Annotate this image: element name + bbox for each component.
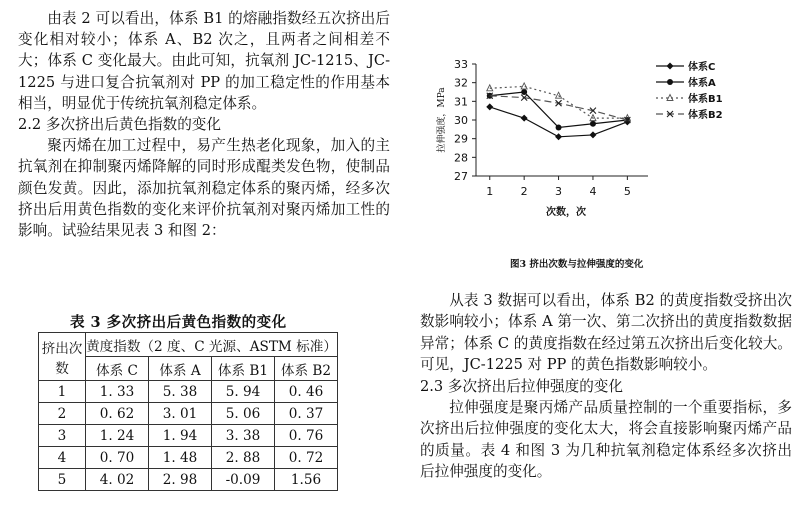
series-line bbox=[490, 96, 628, 120]
paragraph-yellow-index: 聚丙烯在加工过程中，易产生热老化现象，加入的主抗氧剂在抑制聚丙烯降解的同时形成醌类发色物，使制品颜色发黄。因此，添加抗氧剂稳定体系的聚丙烯，经多次挤出后用黄色指数的变化来评价抗氧剂对聚丙烯加工性的影响。试验结果见表 3 和图 2： bbox=[18, 137, 390, 240]
data-point bbox=[590, 121, 596, 127]
value-cell: 1.56 bbox=[275, 469, 338, 491]
column-header: 体系 B2 bbox=[275, 357, 338, 381]
right-column bbox=[420, 290, 792, 483]
data-point bbox=[589, 131, 596, 138]
x-tick-label: 2 bbox=[520, 185, 528, 198]
value-cell: 2. 88 bbox=[212, 447, 275, 469]
value-cell: 5. 38 bbox=[149, 381, 212, 403]
value-cell: 0. 72 bbox=[275, 447, 338, 469]
value-cell: 0. 62 bbox=[86, 403, 149, 425]
section-heading-2-3: 2.3 多次挤出后拉伸强度的变化 bbox=[420, 377, 623, 395]
row-count-cell: 2 bbox=[39, 403, 86, 425]
data-point bbox=[521, 89, 527, 95]
figure-3-caption: 图3 挤出次数与拉伸强度的变化 bbox=[510, 259, 644, 270]
value-cell: 1. 24 bbox=[86, 425, 149, 447]
y-tick-label: 30 bbox=[454, 114, 468, 127]
legend-label: 体系B1 bbox=[688, 94, 723, 105]
data-point bbox=[521, 115, 528, 122]
data-point bbox=[667, 63, 674, 70]
x-tick-label: 4 bbox=[589, 185, 597, 198]
legend-label: 体系B2 bbox=[688, 110, 723, 121]
value-cell: 4. 02 bbox=[86, 469, 149, 491]
data-point bbox=[521, 83, 527, 89]
series-line bbox=[490, 92, 628, 127]
chart-legend bbox=[656, 60, 723, 121]
paragraph-melt-index: 由表 2 可以看出，体系 B1 的熔融指数经五次挤出后变化相对较小；体系 A、B2 次之，且两者之间相差不大；体系 C 变化最大。由此可知，抗氧剂 JC-1215、JC-1225 与进口复合抗氧剂对 PP 的加工稳定性的作用基本相当，明显优于传统抗氧剂稳定体系。 bbox=[18, 10, 390, 112]
y-tick-label: 28 bbox=[454, 151, 468, 165]
table-row bbox=[39, 447, 338, 469]
table-3-caption: 表 3 多次挤出后黄色指数的变化 bbox=[70, 314, 287, 331]
header-yellow-index: 黄度指数（2 度、C 光源、ASTM 标准） bbox=[86, 333, 338, 357]
value-cell: 1. 48 bbox=[149, 447, 212, 469]
value-cell: 2. 98 bbox=[149, 469, 212, 491]
chart-series bbox=[486, 83, 631, 140]
data-point bbox=[556, 124, 562, 130]
y-tick-label: 33 bbox=[454, 58, 468, 71]
value-cell: 5. 06 bbox=[212, 403, 275, 425]
row-count-cell: 3 bbox=[39, 425, 86, 447]
y-tick-label: 32 bbox=[454, 76, 468, 90]
value-cell: 3. 38 bbox=[212, 425, 275, 447]
left-column bbox=[18, 8, 390, 241]
table-row bbox=[39, 381, 338, 403]
x-tick-label: 5 bbox=[623, 185, 631, 198]
y-tick-label: 31 bbox=[454, 95, 468, 109]
value-cell: 1. 94 bbox=[149, 425, 212, 447]
column-header: 体系 C bbox=[86, 357, 149, 381]
value-cell: 0. 37 bbox=[275, 403, 338, 425]
value-cell: 0. 76 bbox=[275, 425, 338, 447]
value-cell: 1. 33 bbox=[86, 381, 149, 403]
legend-label: 体系A bbox=[688, 78, 716, 89]
data-point bbox=[555, 133, 562, 140]
yellow-index-table bbox=[38, 332, 338, 491]
header-extrusion-count: 挤出次数 bbox=[39, 333, 86, 381]
value-cell: 3. 01 bbox=[149, 403, 212, 425]
paragraph-yellow-result: 从表 3 数据可以看出，体系 B2 的黄度指数受挤出次数影响较小；体系 A 第一次、第二次挤出的黄度指数数据异常；体系 C 的黄度指数在经过第五次挤出后变化较大。可见，JC-1225 对 PP 的黄色指数影响较小。 bbox=[420, 292, 792, 374]
section-heading-2-2: 2.2 多次挤出后黄色指数的变化 bbox=[18, 116, 221, 134]
row-count-cell: 1 bbox=[39, 381, 86, 403]
table-row bbox=[39, 403, 338, 425]
x-tick-label: 1 bbox=[486, 185, 494, 198]
data-point bbox=[667, 79, 673, 85]
column-header: 体系 B1 bbox=[212, 357, 275, 381]
data-point bbox=[556, 92, 562, 98]
value-cell: 0. 70 bbox=[86, 447, 149, 469]
row-count-cell: 5 bbox=[39, 469, 86, 491]
y-tick-label: 29 bbox=[454, 132, 468, 146]
value-cell: 0. 46 bbox=[275, 381, 338, 403]
x-tick-label: 3 bbox=[555, 185, 563, 198]
y-tick-label: 27 bbox=[454, 170, 468, 183]
x-axis-label: 次数，次 bbox=[546, 207, 586, 218]
table-row bbox=[39, 425, 338, 447]
value-cell: -0.09 bbox=[212, 469, 275, 491]
table-row bbox=[39, 469, 338, 491]
value-cell: 5. 94 bbox=[212, 381, 275, 403]
row-count-cell: 4 bbox=[39, 447, 86, 469]
column-header: 体系 A bbox=[149, 357, 212, 381]
data-point bbox=[486, 103, 493, 110]
legend-label: 体系C bbox=[688, 62, 716, 73]
paragraph-tensile-strength: 拉伸强度是聚丙烯产品质量控制的一个重要指标，多次挤出后拉伸强度的变化太大，将会直接影响聚丙烯产品的质量。表 4 和图 3 为几种抗氧剂稳定体系经多次挤出后拉伸强度的变化。 bbox=[420, 399, 792, 481]
y-axis-label: 拉伸强度，MPa bbox=[437, 87, 447, 153]
tensile-strength-chart bbox=[418, 46, 788, 252]
